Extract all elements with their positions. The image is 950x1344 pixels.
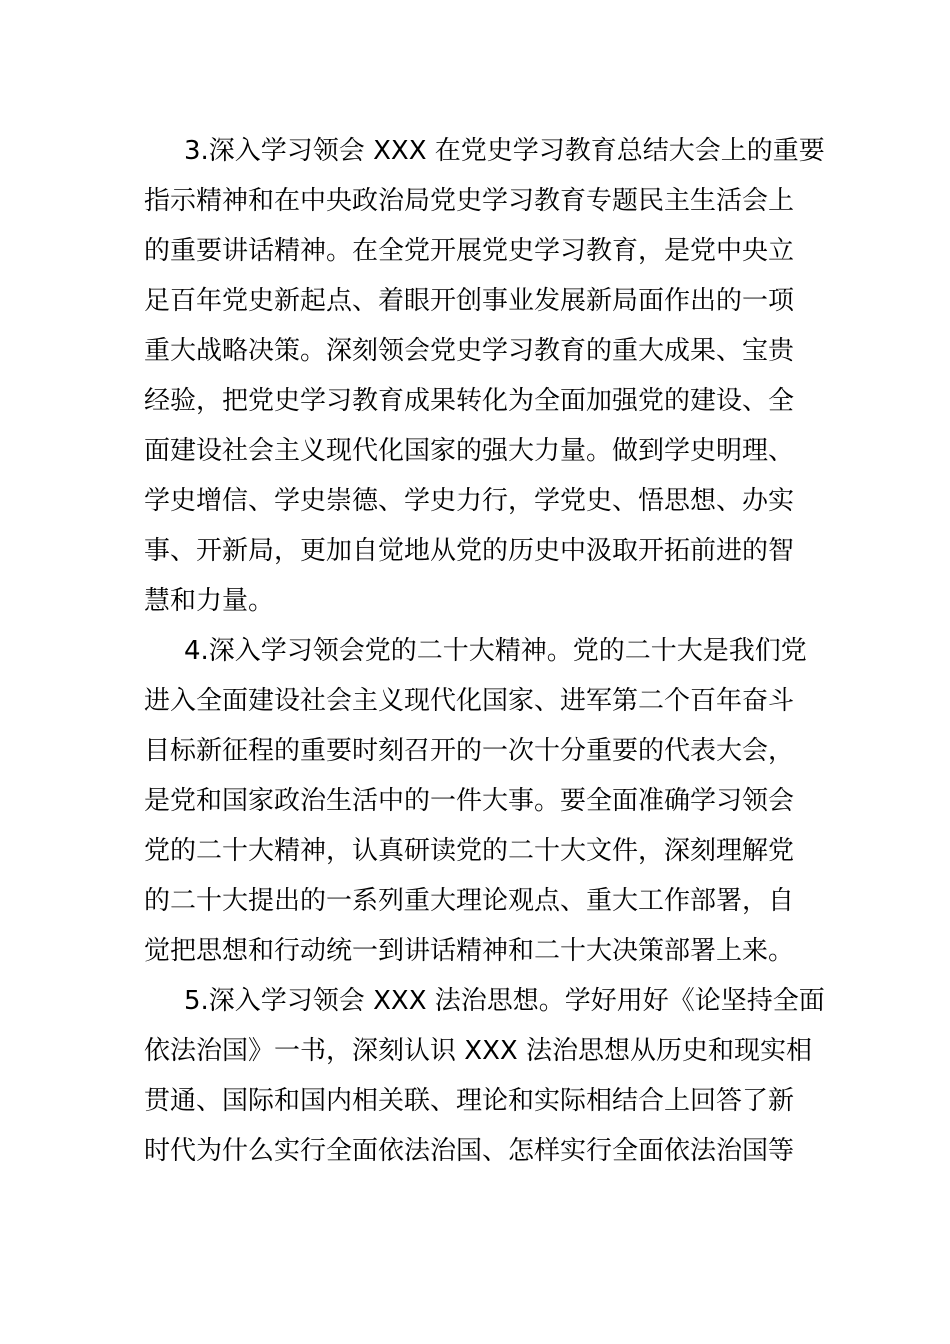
text-line: 面建设社会主义现代化国家的强大力量。做到学史明理、 [144, 436, 795, 466]
document-body [144, 126, 825, 1176]
text-line: 的重要讲话精神。在全党开展党史学习教育，是党中央立 [144, 236, 795, 266]
text-line: 依法治国》一书，深刻认识 XXX 法治思想从历史和现实相 [144, 1036, 812, 1066]
text-line: 足百年党史新起点、着眼开创事业发展新局面作出的一项 [144, 286, 795, 316]
text-line: 的二十大提出的一系列重大理论观点、重大工作部署，自 [144, 886, 795, 916]
text-line: 目标新征程的重要时刻召开的一次十分重要的代表大会， [144, 736, 795, 766]
text-line: 时代为什么实行全面依法治国、怎样实行全面依法治国等 [144, 1136, 795, 1166]
text-line: 4.深入学习领会党的二十大精神。党的二十大是我们党 [184, 636, 807, 666]
text-line: 重大战略决策。深刻领会党史学习教育的重大成果、宝贵 [144, 336, 795, 366]
text-line: 党的二十大精神，认真研读党的二十大文件，深刻理解党 [144, 836, 795, 866]
text-line: 是党和国家政治生活中的一件大事。要全面准确学习领会 [144, 786, 795, 816]
text-line: 经验，把党史学习教育成果转化为全面加强党的建设、全 [144, 386, 795, 416]
text-line: 3.深入学习领会 XXX 在党史学习教育总结大会上的重要 [184, 136, 825, 166]
text-line: 慧和力量。 [144, 586, 275, 616]
text-line: 贯通、国际和国内相关联、理论和实际相结合上回答了新 [144, 1086, 795, 1116]
text-line: 进入全面建设社会主义现代化国家、进军第二个百年奋斗 [144, 686, 795, 716]
text-line: 觉把思想和行动统一到讲话精神和二十大决策部署上来。 [144, 936, 795, 966]
text-line: 学史增信、学史崇德、学史力行，学党史、悟思想、办实 [144, 486, 795, 516]
text-line: 事、开新局，更加自觉地从党的历史中汲取开拓前进的智 [144, 536, 795, 566]
text-line: 5.深入学习领会 XXX 法治思想。学好用好《论坚持全面 [184, 986, 825, 1016]
text-line: 指示精神和在中央政治局党史学习教育专题民主生活会上 [144, 186, 795, 216]
